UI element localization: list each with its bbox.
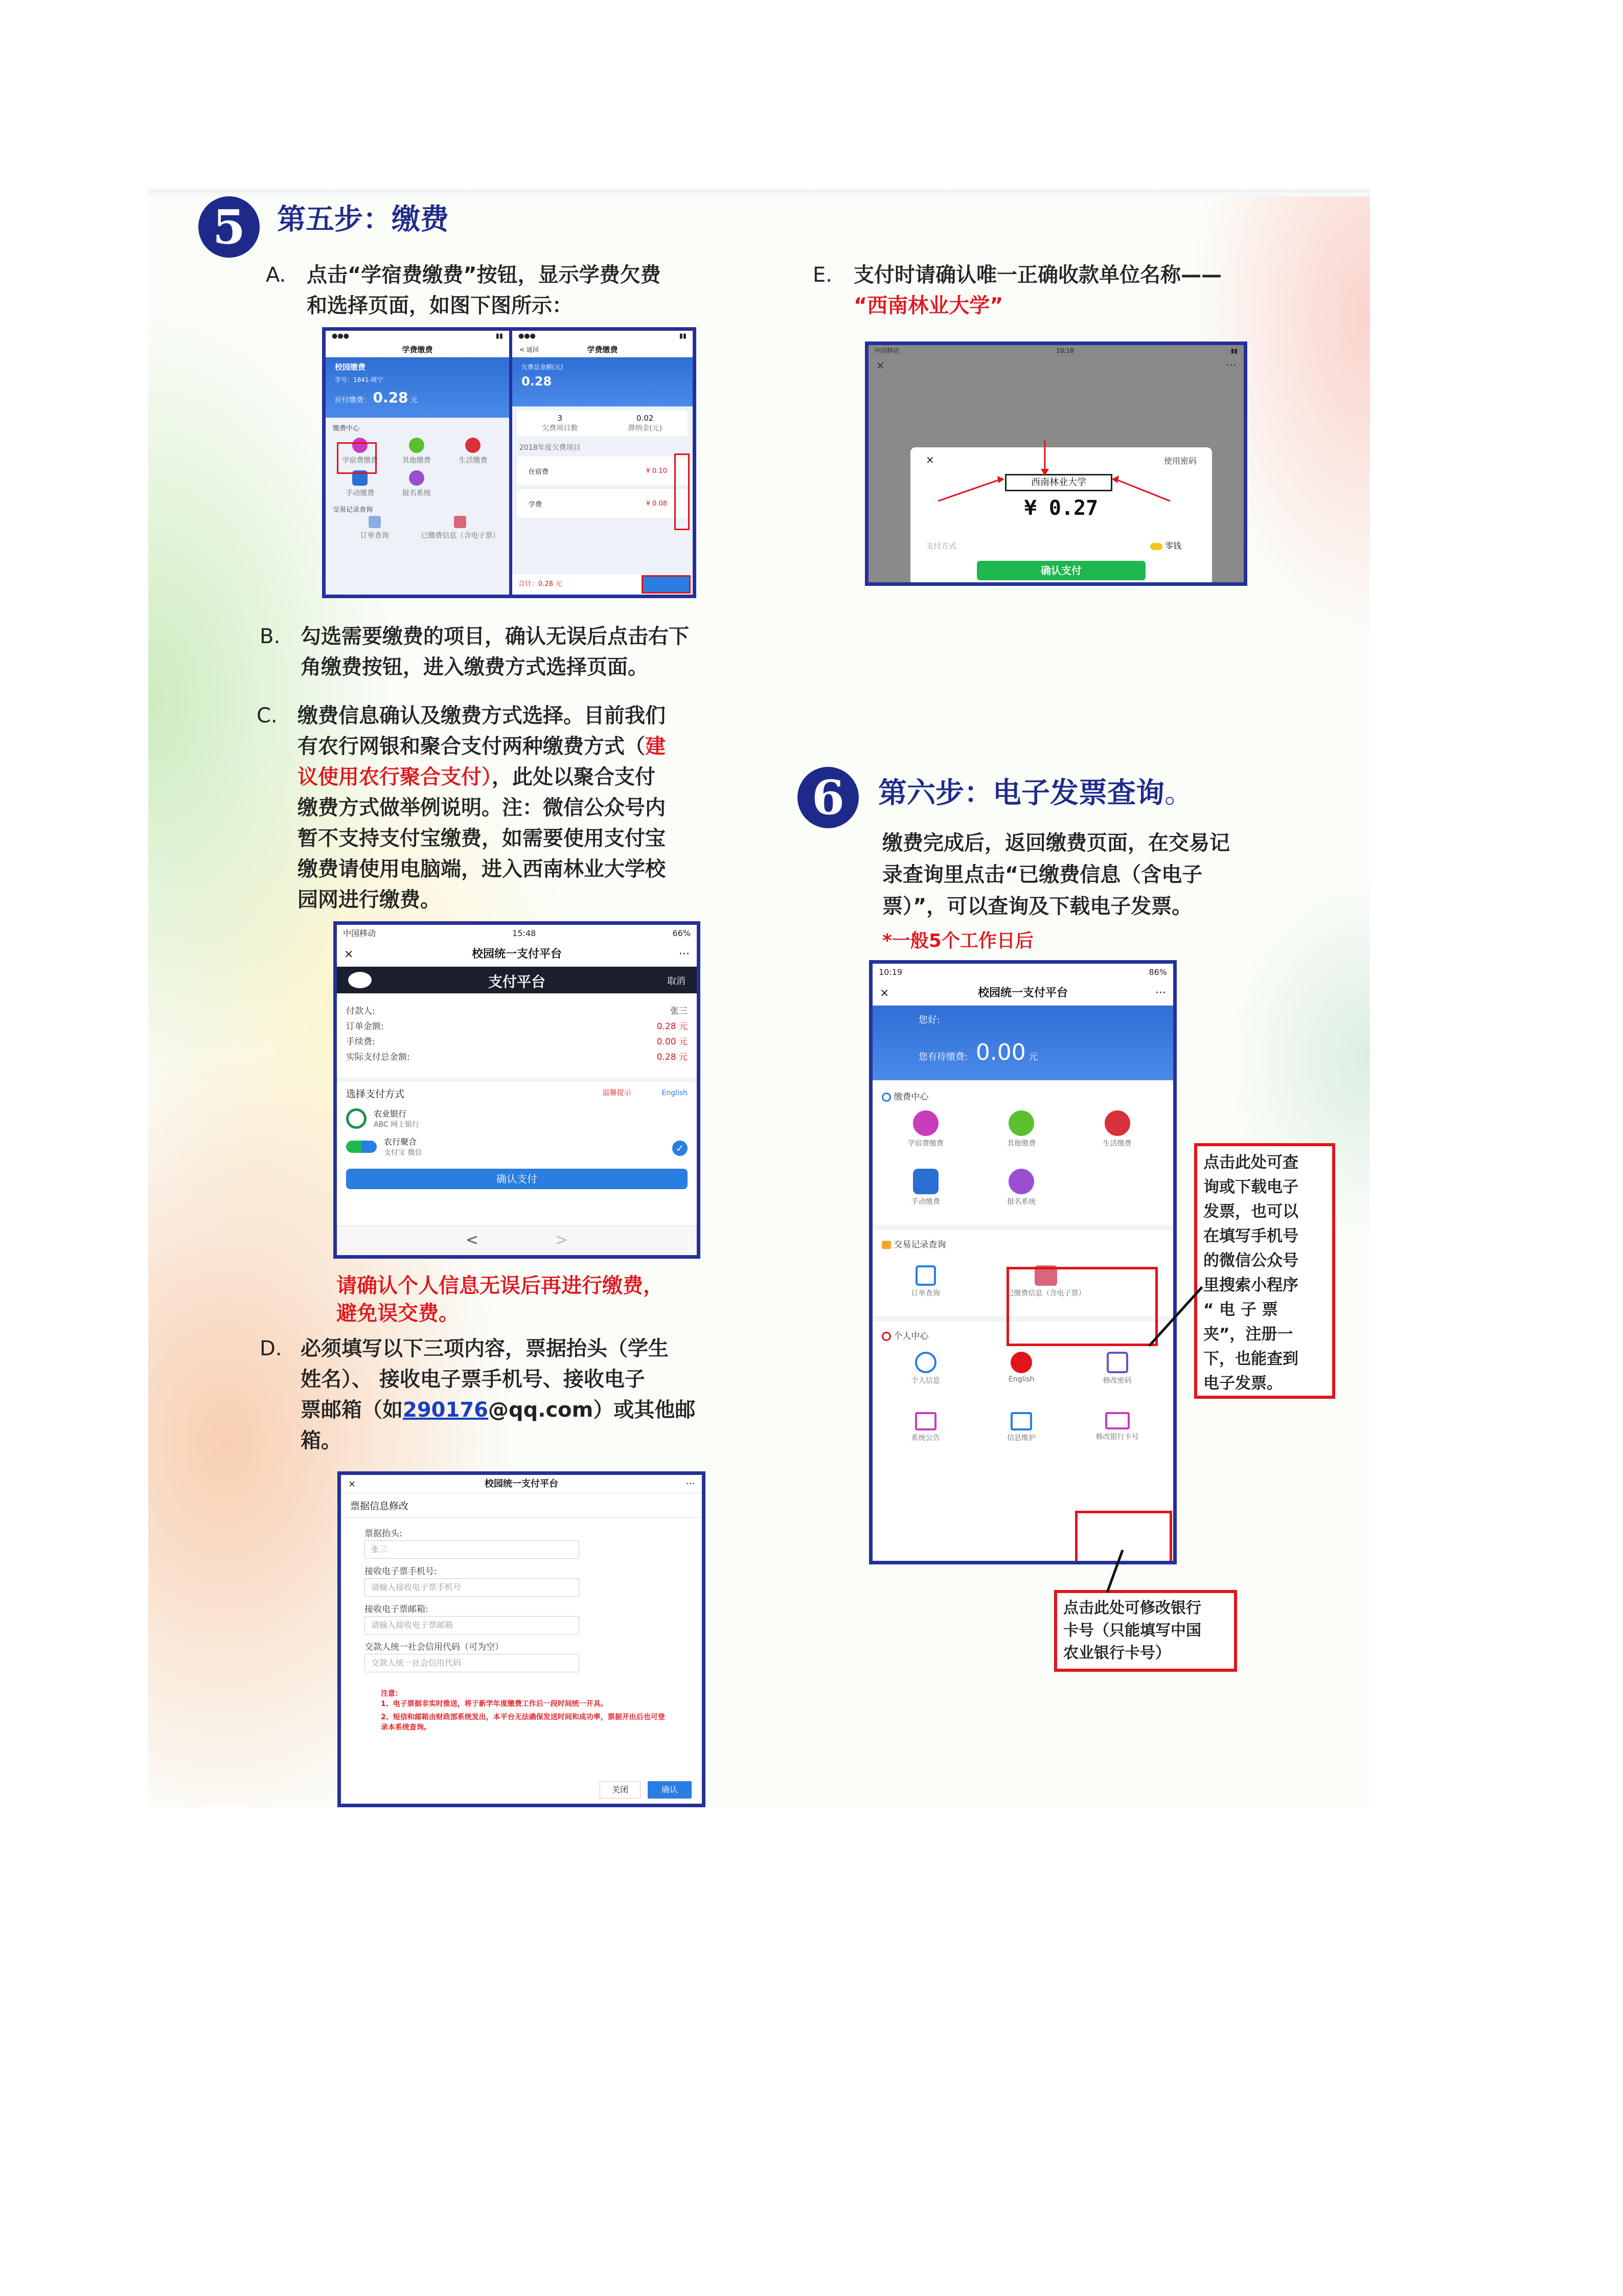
fee-item-tuition[interactable]: 学宿费缴费 <box>878 1107 973 1169</box>
method-header: 选择支付方式 温馨提示 English <box>346 1088 688 1100</box>
step5-title: 第五步：缴费 <box>277 203 449 236</box>
back-link[interactable]: < 返回 <box>519 346 539 353</box>
item-e-line2: “西南林业大学” <box>854 294 1003 317</box>
top-rule <box>148 189 1370 196</box>
phone-field[interactable]: 请输入接收电子票手机号 <box>364 1578 579 1597</box>
confirm-button[interactable]: 确认 <box>648 1781 692 1799</box>
owed-label: 应付缴费： <box>335 396 371 404</box>
highlight-box-paid-invoice <box>1007 1267 1158 1346</box>
item-c-line7: 园网进行缴费。 <box>298 888 441 912</box>
fee-item-other[interactable]: 其他缴费 <box>388 438 445 465</box>
forward-icon[interactable]: > <box>555 1231 568 1249</box>
item-d-line1: 必须填写以下三项内容，票据抬头（学生 <box>301 1337 669 1360</box>
personal-item-maintain[interactable]: 信息维护 <box>973 1408 1069 1464</box>
status-bar: 10:19 86% <box>873 964 1173 981</box>
summary-row: 手续费: 0.00 元 <box>346 1037 688 1047</box>
navbar-title: 校园统一支付平台 <box>977 987 1068 999</box>
close-icon[interactable]: × <box>344 948 354 961</box>
summary-row: 实际支付总金额: 0.28 元 <box>346 1052 688 1062</box>
other-fee-icon <box>409 438 424 453</box>
bank-card-icon <box>1105 1412 1130 1429</box>
figure-e-screenshot <box>865 342 1247 586</box>
form-title: 票据信息修改 <box>341 1493 702 1518</box>
record-grid <box>326 516 509 540</box>
payee-name: 西南林业大学 <box>1005 474 1112 491</box>
item-d-line4: 箱。 <box>301 1429 341 1452</box>
step5-item-a <box>266 260 869 321</box>
navbar <box>512 342 693 357</box>
item-c-line2a: 有农行网银和聚合支付两种缴费方式（ <box>298 735 645 758</box>
highlight-box-tuition <box>337 442 377 474</box>
item-b-line1: 勾选需要缴费的项目，确认无误后点击右下 <box>301 625 689 648</box>
fee-item-other[interactable]: 其他缴费 <box>973 1107 1069 1169</box>
fee-item-tuition[interactable]: 学宿费缴费 <box>332 438 388 465</box>
balance-header <box>326 357 509 418</box>
instruction-page <box>148 189 1370 1807</box>
arrow-head-right <box>1112 475 1119 483</box>
check-icon[interactable]: ✓ <box>672 1141 688 1156</box>
arrow-left <box>938 479 1001 501</box>
arrears-label: 欠费总金额(元) <box>521 363 563 371</box>
item-c-line2b: 建 <box>645 735 666 758</box>
annotation-arrows <box>868 345 1247 586</box>
step6-line1: 缴费完成后，返回缴费页面，在交易记 <box>882 831 1230 855</box>
warning-line1: 请确认个人信息无误后再进行缴费， <box>336 1274 664 1298</box>
navbar: 学费缴费 <box>326 342 509 357</box>
owed-amount: 0.00 <box>975 1039 1026 1065</box>
manual-fee-icon <box>913 1169 939 1194</box>
owed-label: 您有待缴费: <box>919 1052 968 1062</box>
step5-warning <box>336 1272 664 1327</box>
calendar-icon <box>1011 1412 1032 1430</box>
personal-item-password[interactable]: 修改密码 <box>1069 1347 1165 1408</box>
confirm-pay-button[interactable]: 确认支付 <box>346 1169 688 1189</box>
owed-unit: 元 <box>410 396 418 404</box>
paid-invoice-icon <box>454 516 466 528</box>
fee-item-signup[interactable]: 报名系统 <box>388 470 445 498</box>
personal-item-english[interactable]: English <box>973 1347 1069 1408</box>
step6-number-badge: 6 <box>797 767 859 828</box>
item-a-line2: 和选择页面，如图下图所示： <box>307 294 573 317</box>
more-icon[interactable]: ··· <box>685 1479 695 1489</box>
fee-item-signup[interactable]: 报名系统 <box>973 1169 1069 1225</box>
fee-item-manual[interactable]: 手动缴费 <box>878 1169 973 1225</box>
arrow-head-left <box>997 476 1004 483</box>
invoice-title-label: 票据抬头: <box>364 1529 402 1539</box>
step5-item-d <box>260 1333 888 1456</box>
other-fee-icon <box>1009 1110 1034 1136</box>
invoice-title-field[interactable]: 张三 <box>364 1540 579 1559</box>
signup-icon <box>409 470 424 486</box>
item-e-mark: E. <box>813 263 832 287</box>
language-icon <box>1011 1352 1032 1373</box>
record-item-orders[interactable]: 订单查询 <box>878 1255 973 1316</box>
phone-label: 接收电子票手机号: <box>364 1566 437 1577</box>
method-abc[interactable]: 农业银行 ABC 网上银行 <box>337 1104 697 1132</box>
record-item-orders[interactable]: 订单查询 <box>332 516 418 540</box>
figure-c-screenshot <box>333 921 700 1259</box>
item-c-line4: 缴费方式做举例说明。注：微信公众号内 <box>298 796 666 820</box>
item-d-mark: D. <box>260 1337 282 1360</box>
fee-item-living[interactable]: 生活缴费 <box>445 438 501 465</box>
arrears-amount: 0.28 <box>521 374 552 389</box>
credit-code-field[interactable]: 交款人统一社会信用代码 <box>364 1654 579 1672</box>
cancel-link[interactable]: 取消 <box>667 976 685 987</box>
item-c-line5: 暂不支持支付宝缴费，如需要使用支付宝 <box>298 827 666 850</box>
fee-item-living[interactable]: 生活缴费 <box>1069 1107 1165 1169</box>
step6-line2: 录查询里点击“已缴费信息（含电子 <box>882 863 1203 886</box>
stat-count: 3 <box>557 414 563 423</box>
navbar <box>337 942 697 967</box>
method-aggregate[interactable]: 农行聚合 支付宝 微信 ✓ <box>337 1132 697 1161</box>
platform-bar <box>337 967 697 993</box>
callout-bank-card: 点击此处可修改银行 卡号（只能填写中国 农业银行卡号） <box>1054 1590 1237 1672</box>
records-icon <box>882 1241 891 1249</box>
dialog-close-icon[interactable]: × <box>926 453 934 466</box>
close-icon[interactable]: × <box>880 987 889 999</box>
navbar-title: 校园统一支付平台 <box>471 948 562 961</box>
greeting: 您好: <box>919 1015 941 1026</box>
balance-header <box>873 1006 1173 1080</box>
item-a-mark: A. <box>266 263 286 287</box>
navbar-title: 校园统一支付平台 <box>485 1479 558 1489</box>
owed-amount: 0.28 <box>373 389 408 406</box>
section-personal: 个人中心 <box>873 1322 1173 1347</box>
living-fee-icon <box>465 438 481 453</box>
payment-summary <box>337 993 697 1065</box>
highlight-box-checkboxes <box>674 453 690 530</box>
living-fee-icon <box>1105 1110 1130 1136</box>
figure-a-right-panel <box>509 331 693 595</box>
status-bar: ●●● ▮▮ <box>326 331 509 342</box>
stat-late-label: 滞纳金(元) <box>628 424 662 433</box>
figure-a-left-panel <box>326 331 509 595</box>
student-id: 学号：1841-班宁 <box>335 376 383 383</box>
total-bar: 合计：0.28 元 <box>512 574 693 595</box>
item-b-mark: B. <box>260 625 281 648</box>
item-c-line3a: 议使用农行聚合支付） <box>298 765 492 789</box>
figure-a-screenshot <box>322 327 696 598</box>
status-bar: 中国移动 10:18 ▮▮ <box>868 345 1244 356</box>
stat-count-label: 欠费项目数 <box>542 424 578 433</box>
step5-item-c <box>257 700 885 915</box>
fee-grid <box>873 1107 1173 1225</box>
announcement-icon <box>915 1412 936 1430</box>
step5-item-b <box>260 621 873 683</box>
arrears-item-1[interactable]: 住宿费 ¥ 0.10 <box>517 457 688 485</box>
item-c-line6: 缴费请使用电脑端，进入西南林业大学校 <box>298 857 666 881</box>
item-c-line3b: ，此处以聚合支付 <box>492 765 655 789</box>
more-icon[interactable]: ··· <box>1155 987 1166 999</box>
step5-item-e <box>813 260 1334 321</box>
personal-item-notice[interactable]: 系统公告 <box>878 1408 973 1464</box>
pay-method-label: 支付方式 <box>926 541 957 551</box>
platform-title: 支付平台 <box>488 973 545 990</box>
credit-code-label: 交款人统一社会信用代码（可为空） <box>364 1642 504 1652</box>
header-title: 校园缴费 <box>335 362 366 372</box>
status-bar: ●●● ▮▮ <box>512 331 693 342</box>
email-field[interactable]: 请输入接收电子票邮箱 <box>364 1616 579 1634</box>
section-records: 交易记录查询 <box>873 1230 1173 1255</box>
close-button[interactable]: 关闭 <box>600 1781 641 1799</box>
arrears-item-2[interactable]: 学费 ¥ 0.08 <box>517 489 688 518</box>
email-example-link[interactable]: 290176 <box>403 1398 488 1422</box>
year-label: 2018年度欠费项目 <box>519 444 581 452</box>
item-b-line2: 角缴费按钮，进入缴费方式选择页面。 <box>301 655 648 679</box>
step5-number-badge: 5 <box>198 196 260 258</box>
navbar-title: 学费缴费 <box>587 345 618 354</box>
close-icon[interactable]: × <box>348 1479 356 1489</box>
arrears-header <box>512 357 693 406</box>
stat-late: 0.02 <box>636 414 654 423</box>
section-title-2: 交易记录查询 <box>333 506 373 514</box>
personal-item-bank-card[interactable]: 修改银行卡号 <box>1069 1408 1165 1464</box>
step6-description <box>882 827 1307 922</box>
record-item-paid-invoice[interactable]: 已缴费信息（含电子票） <box>973 1255 1118 1316</box>
pay-method-value[interactable]: 零钱 <box>1150 539 1181 551</box>
item-d-line2: 姓名）、 接收电子票手机号、接收电子 <box>301 1368 645 1391</box>
step6-line3: 票）”，可以查询及下载电子发票。 <box>882 895 1193 918</box>
section-fee-center: 缴费中心 <box>873 1080 1173 1107</box>
arrow-head-down <box>1041 469 1049 476</box>
fee-item-manual[interactable]: 手动缴费 <box>332 470 388 498</box>
status-bar: 中国移动 15:48 66% <box>337 925 697 942</box>
highlight-box-bank-card <box>1075 1511 1172 1564</box>
person-icon <box>915 1352 936 1373</box>
orders-icon <box>916 1265 936 1286</box>
signup-icon <box>1009 1169 1034 1194</box>
owed-unit: 元 <box>1028 1052 1038 1062</box>
more-icon[interactable]: ··· <box>679 948 690 961</box>
navbar <box>341 1475 702 1493</box>
more-icon[interactable]: ··· <box>1226 359 1237 372</box>
callout-invoice: 点击此处可查 询或下载电子 发票，也可以 在填写手机号 的微信公众号 里搜索小程序 “ 电 子 票 夹”，注册一 下，也能查到 电子发票。 <box>1194 1143 1335 1399</box>
payment-amount: ¥ 0.27 <box>1024 496 1099 520</box>
browser-nav <box>337 1225 697 1255</box>
item-e-line1: 支付时请确认唯一正确收款单位名称—— <box>854 263 1222 287</box>
tuition-icon <box>913 1110 939 1136</box>
email-label: 接收电子票邮箱: <box>364 1604 428 1615</box>
pay-button[interactable] <box>642 575 691 594</box>
navbar <box>873 981 1173 1006</box>
summary-row: 订单金额: 0.28 元 <box>346 1021 688 1032</box>
stats-row <box>517 411 688 436</box>
summary-row: 付款人: 张三 <box>346 1006 688 1016</box>
aggregate-pay-icon <box>346 1141 377 1153</box>
back-icon[interactable]: < <box>465 1231 478 1249</box>
confirm-pay-button[interactable]: 确认支付 <box>977 561 1146 580</box>
item-a-line1: 点击“学宿费缴费”按钮，显示学费欠费 <box>307 263 661 287</box>
arrow-right <box>1115 479 1170 501</box>
record-item-paid[interactable]: 已缴费信息（含电子票） <box>418 516 504 540</box>
figure-d-screenshot <box>337 1471 705 1807</box>
step6-title: 第六步：电子发票查询。 <box>878 777 1193 810</box>
abc-bank-icon <box>346 1108 367 1129</box>
edit-password-icon <box>1107 1352 1128 1373</box>
personal-grid <box>873 1347 1173 1464</box>
fee-center-icon <box>882 1093 891 1102</box>
item-c-mark: C. <box>257 704 278 728</box>
item-d-line3a: 票邮箱（如 <box>301 1398 403 1422</box>
personal-item-info[interactable]: 个人信息 <box>878 1347 973 1408</box>
personal-center-icon <box>882 1332 891 1341</box>
close-icon[interactable]: × <box>876 359 885 372</box>
item-d-line3b: @qq.com）或其他邮 <box>488 1398 696 1422</box>
form-notice: 注意： 1、电子票据非实时推送，将于新学年度缴费工作后一段时间统一开具。 2、短信和邮箱由财政部系统发出，本平台无法确保发送时间和成功率，票据开出后也可登录本系统查询。 <box>381 1690 665 1732</box>
section-title: 缴费中心 <box>333 425 360 433</box>
figure-6-screenshot <box>869 960 1177 1564</box>
step6-note: *一般5个工作日后 <box>882 930 1034 951</box>
use-password-link[interactable]: 使用密码 <box>1163 456 1197 466</box>
warning-line2: 避免误交费。 <box>336 1302 459 1325</box>
orders-icon <box>369 516 381 528</box>
item-c-line1: 缴费信息确认及缴费方式选择。目前我们 <box>298 704 666 728</box>
